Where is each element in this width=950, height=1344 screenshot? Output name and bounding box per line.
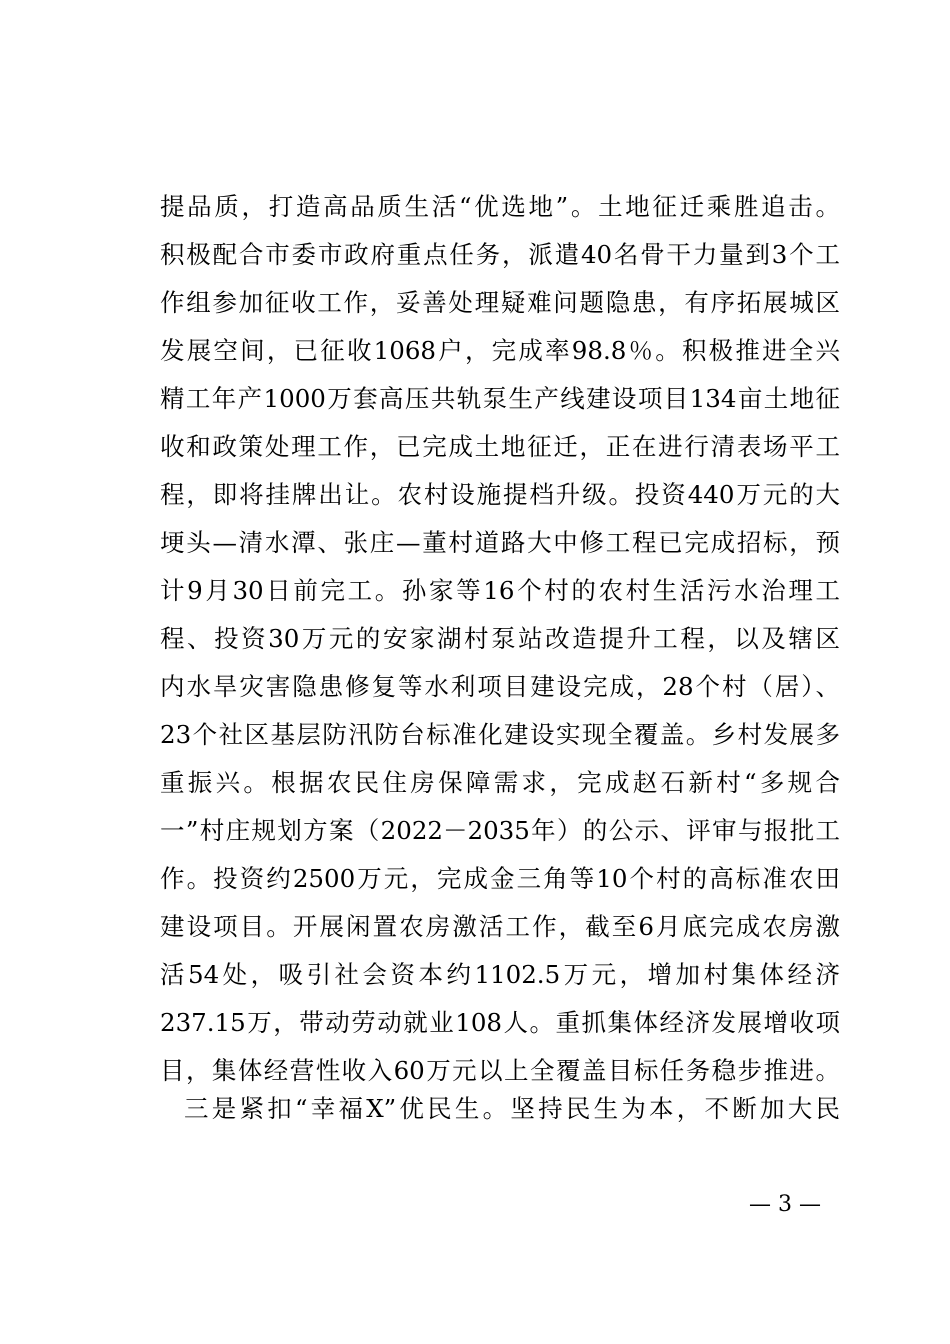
- text-line: 提品质，打造高品质生活“优选地”。土地征迁乘胜追击。: [160, 192, 840, 221]
- text-line: 活54处，吸引社会资本约1102.5万元，增加村集体经济: [160, 960, 840, 989]
- text-line: 237.15万，带动劳动就业108人。重抓集体经济发展增收项: [160, 1008, 840, 1037]
- text-line: 作。投资约2500万元，完成金三角等10个村的高标准农田: [160, 864, 840, 893]
- text-line: 埂头—清水潭、张庄—董村道路大中修工程已完成招标，预: [160, 528, 840, 557]
- paragraph-livelihood: [160, 1085, 840, 1133]
- text-line: 建设项目。开展闲置农房激活工作，截至6月底完成农房激: [160, 912, 840, 941]
- text-line: 收和政策处理工作，已完成土地征迁，正在进行清表场平工: [160, 432, 840, 461]
- text-line: 内水旱灾害隐患修复等水利项目建设完成，28个村（居）、: [160, 672, 840, 701]
- page-number: — 3 —: [749, 1192, 821, 1217]
- text-line: 精工年产1000万套高压共轨泵生产线建设项目134亩土地征: [160, 384, 840, 413]
- paragraph-land-and-rural: [160, 183, 840, 1095]
- text-line: 程、投资30万元的安家湖村泵站改造提升工程，以及辖区: [160, 624, 840, 653]
- text-line: 作组参加征收工作，妥善处理疑难问题隐患，有序拓展城区: [160, 288, 840, 317]
- text-line: 23个社区基层防汛防台标准化建设实现全覆盖。乡村发展多: [160, 720, 840, 749]
- text-line: 计9月30日前完工。孙家等16个村的农村生活污水治理工: [160, 576, 840, 605]
- text-line: 程，即将挂牌出让。农村设施提档升级。投资440万元的大: [160, 480, 840, 509]
- text-line: 三是紧扣“幸福X”优民生。坚持民生为本，不断加大民: [184, 1094, 840, 1123]
- text-line: 重振兴。根据农民住房保障需求，完成赵石新村“多规合: [160, 768, 840, 797]
- text-line: 一”村庄规划方案（2022－2035年）的公示、评审与报批工: [160, 816, 840, 845]
- text-line: 发展空间，已征收1068户，完成率98.8％。积极推进全兴: [160, 336, 840, 365]
- text-line: 积极配合市委市政府重点任务，派遣40名骨干力量到3个工: [160, 240, 840, 269]
- text-line: 目，集体经营性收入60万元以上全覆盖目标任务稳步推进。: [160, 1056, 840, 1085]
